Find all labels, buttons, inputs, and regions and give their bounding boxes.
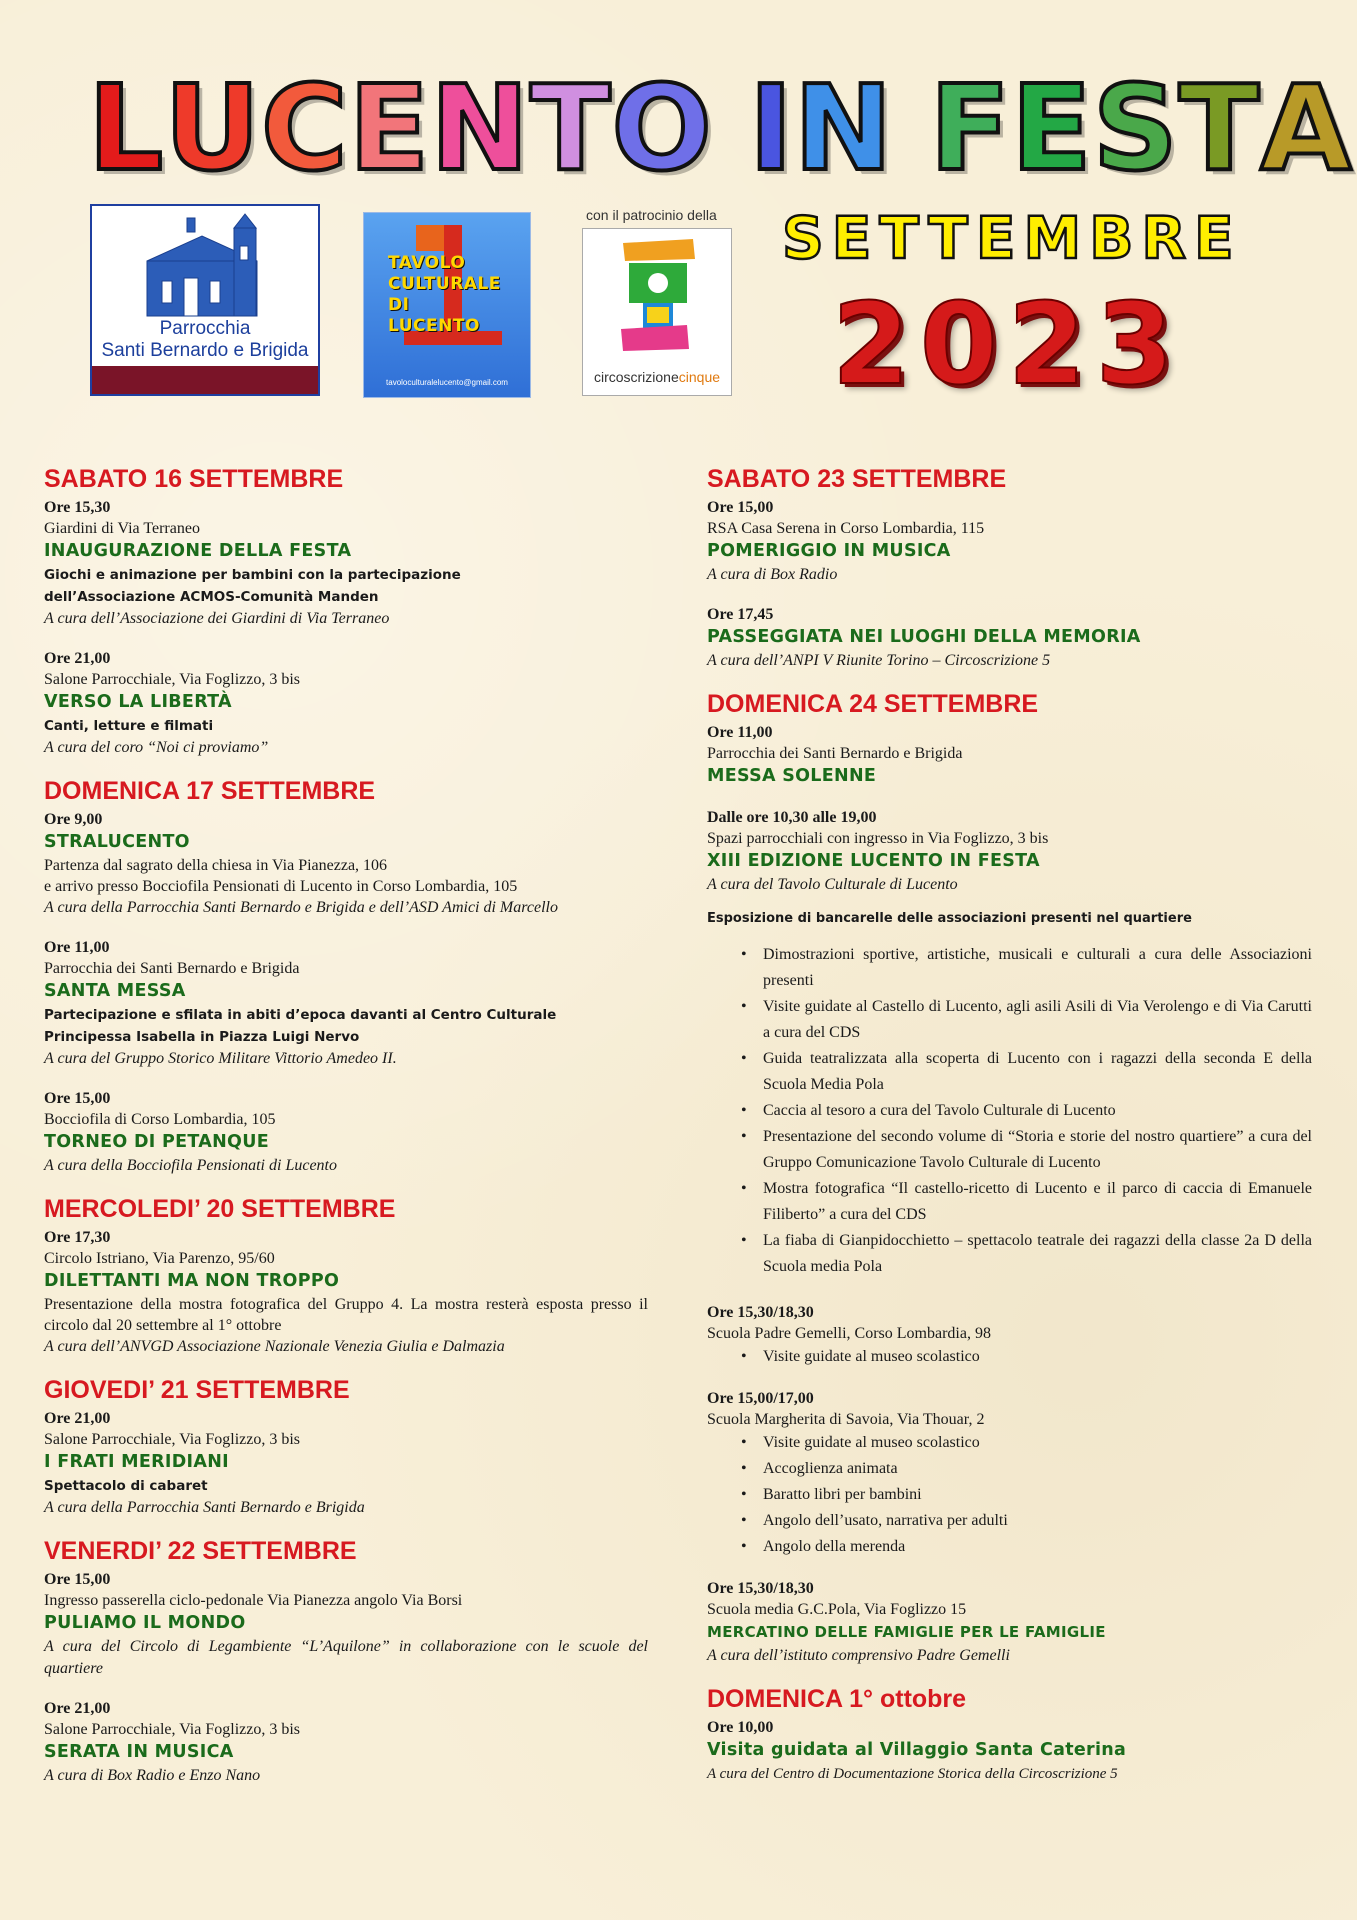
event-organizer: A cura del Circolo di Legambiente “L’Aquilone” in collaborazione con le scuole del quartiere [44, 1638, 648, 1677]
event-title: DILETTANTI MA NON TROPPO [44, 1271, 340, 1291]
event [707, 1302, 1312, 1370]
day-heading: VENERDI’ 22 SETTEMBRE [44, 1537, 357, 1565]
title-letter: A [1260, 59, 1353, 197]
event [44, 1408, 648, 1519]
circoscrizione-icon [583, 229, 733, 369]
event-description: Presentazione della mostra fotografica del Gruppo 4. La mostra resterà esposta presso il circolo dal 20 settembre al 1° ottobre [44, 1296, 648, 1334]
event-time: Dalle ore 10,30 alle 19,00 [707, 809, 877, 826]
list-item: • Mostra fotografica “Il castello-ricetto di Lucento e il parco di caccia di Emanuele Filiberto” a cura del CDS [763, 1176, 1312, 1228]
list-item: • Baratto libri per bambini [763, 1482, 1312, 1508]
event-title: I FRATI MERIDIANI [44, 1452, 229, 1472]
event-title: MESSA SOLENNE [707, 766, 877, 786]
event [707, 807, 1312, 896]
list-item: • Accoglienza animata [763, 1456, 1312, 1482]
title-letter: O [611, 59, 713, 197]
tavolo-culturale-logo [363, 212, 531, 398]
title-letter: E [348, 59, 431, 197]
tavolo-logo-email: tavoloculturalelucento@gmail.com [386, 378, 508, 387]
event-place: e arrivo presso Bocciofila Pensionati di Lucento in Corso Lombardia, 105 [44, 878, 518, 895]
tavolo-logo-text: TAVOLO CULTURALE DI LUCENTO [388, 253, 501, 336]
title-letter [713, 68, 749, 188]
event-organizer: A cura dell’istituto comprensivo Padre Gemelli [707, 1647, 1010, 1664]
event-place: Giardini di Via Terraneo [44, 520, 200, 537]
title-letter: S [1092, 59, 1179, 197]
event-organizer: A cura della Parrocchia Santi Bernardo e Brigida [44, 1499, 365, 1516]
expo-heading: Esposizione di bancarelle delle associazioni presenti nel quartiere [707, 911, 1192, 926]
event-organizer: A cura del Tavolo Culturale di Lucento [707, 876, 958, 893]
event [707, 722, 1312, 789]
event-place: Scuola Margherita di Savoia, Via Thouar, 2 [707, 1411, 985, 1428]
title-letter: T [530, 59, 612, 197]
event-organizer: A cura del Centro di Documentazione Storica della Circoscrizione 5 [707, 1766, 1118, 1782]
day-heading: DOMENICA 24 SETTEMBRE [707, 690, 1039, 718]
day-heading: DOMENICA 1° ottobre [707, 1685, 967, 1713]
event-time: Ore 15,00/17,00 [707, 1390, 814, 1407]
list-item: • Presentazione del secondo volume di “Storia e storie del nostro quartiere” a cura del Gruppo Comunicazione Tavolo Culturale di Lucento [763, 1124, 1312, 1176]
list-item: • Visite guidate al museo scolastico [763, 1344, 1312, 1370]
logo-band [92, 366, 318, 394]
event [707, 604, 1312, 672]
event-organizer: A cura della Parrocchia Santi Bernardo e Brigida e dell’ASD Amici di Marcello [44, 899, 558, 916]
event-organizer: A cura dell’ANPI V Riunite Torino – Circoscrizione 5 [707, 652, 1051, 669]
event-time: Ore 21,00 [44, 1700, 111, 1717]
list-item: • Visite guidate al museo scolastico [763, 1430, 1312, 1456]
year-heading: 2023 [832, 280, 1184, 410]
event-place: Scuola Padre Gemelli, Corso Lombardia, 98 [707, 1325, 991, 1342]
event-place: RSA Casa Serena in Corso Lombardia, 115 [707, 520, 985, 537]
event-place: Partenza dal sagrato della chiesa in Via Pianezza, 106 [44, 857, 388, 874]
event-title: TORNEO DI PETANQUE [44, 1132, 269, 1152]
festival-title [88, 59, 1353, 197]
day-heading: SABATO 16 SETTEMBRE [44, 465, 344, 493]
title-letter: T [1178, 59, 1261, 197]
title-letter: N [793, 59, 894, 197]
event-place: Bocciofila di Corso Lombardia, 105 [44, 1111, 276, 1128]
title-letter: U [164, 59, 262, 197]
left-column [44, 465, 648, 1805]
event-place: Salone Parrocchiale, Via Foglizzo, 3 bis [44, 1431, 301, 1448]
event-title: PASSEGGIATA NEI LUOGHI DELLA MEMORIA [707, 627, 1141, 647]
title-letter: E [1011, 59, 1093, 197]
day-heading: DOMENICA 17 SETTEMBRE [44, 777, 376, 805]
activity-list [707, 942, 1312, 1280]
list-item: • Dimostrazioni sportive, artistiche, musicali e culturali a cura delle Associazioni presenti [763, 942, 1312, 994]
list-item: • Visite guidate al Castello di Lucento, agli asili Asili di Via Verolengo e di Via Carutti a cura del CDS [763, 994, 1312, 1046]
event-description: Canti, letture e filmati [44, 718, 214, 734]
event-place: Ingresso passerella ciclo-pedonale Via Pianezza angolo Via Borsi [44, 1592, 463, 1609]
circoscrizione-logo-text: circoscrizionecinque [593, 369, 721, 385]
circoscrizione-logo [582, 228, 732, 396]
title-letter: L [88, 59, 165, 197]
day-heading: MERCOLEDI’ 20 SETTEMBRE [44, 1195, 396, 1223]
event [44, 809, 648, 919]
month-heading: SETTEMBRE [782, 204, 1242, 272]
event-time: Ore 15,30/18,30 [707, 1580, 814, 1597]
list-item: • La fiaba di Gianpidocchietto – spettacolo teatrale dei ragazzi della classe 2a D della Scuola media Pola [763, 1228, 1312, 1280]
event [44, 648, 648, 759]
event-title: PULIAMO IL MONDO [44, 1613, 246, 1633]
event [707, 497, 1312, 586]
event [44, 1088, 648, 1177]
day-heading: GIOVEDI’ 21 SETTEMBRE [44, 1376, 350, 1404]
event-organizer: A cura della Bocciofila Pensionati di Lucento [44, 1157, 337, 1174]
event-description: Principessa Isabella in Piazza Luigi Nervo [44, 1029, 360, 1045]
event-organizer: A cura dell’ANVGD Associazione Nazionale Venezia Giulia e Dalmazia [44, 1338, 505, 1355]
list-item: • Angolo della merenda [763, 1534, 1312, 1560]
event-organizer: A cura di Box Radio e Enzo Nano [44, 1767, 261, 1784]
right-column [707, 465, 1312, 1803]
event [44, 1698, 648, 1787]
event-description: Giochi e animazione per bambini con la partecipazione [44, 567, 461, 583]
list-item: • Guida teatralizzata alla scoperta di Lucento con i ragazzi della seconda E della Scuola Media Pola [763, 1046, 1312, 1098]
event [707, 1717, 1312, 1785]
event-time: Ore 10,00 [707, 1719, 774, 1736]
event-organizer: A cura di Box Radio [707, 566, 838, 583]
event-title: POMERIGGIO IN MUSICA [707, 541, 951, 561]
event [44, 1569, 648, 1680]
event-place: Circolo Istriano, Via Parenzo, 95/60 [44, 1250, 275, 1267]
event-organizer: A cura del Gruppo Storico Militare Vittorio Amedeo II. [44, 1050, 397, 1067]
event-time: Ore 15,00 [707, 499, 774, 516]
activity-list [707, 1344, 1312, 1370]
list-item: • Angolo dell’usato, narrativa per adulti [763, 1508, 1312, 1534]
event-description: Spettacolo di cabaret [44, 1478, 208, 1494]
event [44, 497, 648, 630]
event-time: Ore 11,00 [44, 939, 110, 956]
event [707, 1388, 1312, 1560]
event-description: Partecipazione e sfilata in abiti d’epoca davanti al Centro Culturale [44, 1007, 557, 1023]
event-place: Salone Parrocchiale, Via Foglizzo, 3 bis [44, 671, 301, 688]
event [44, 937, 648, 1070]
day-heading: SABATO 23 SETTEMBRE [707, 465, 1007, 493]
event-organizer: A cura dell’Associazione dei Giardini di Via Terraneo [44, 610, 390, 627]
event-place: Parrocchia dei Santi Bernardo e Brigida [707, 745, 963, 762]
event-time: Ore 15,00 [44, 1571, 111, 1588]
event [44, 1227, 648, 1358]
title-letter: N [430, 59, 531, 197]
event-organizer: A cura del coro “Noi ci proviamo” [44, 739, 269, 756]
title-letter: F [929, 59, 1012, 197]
event-time: Ore 11,00 [707, 724, 773, 741]
title-letter: I [748, 59, 794, 197]
event-title: Visita guidata al Villaggio Santa Caterina [707, 1740, 1127, 1760]
event-description: dell’Associazione ACMOS-Comunità Manden [44, 589, 379, 605]
event-time: Ore 21,00 [44, 650, 111, 667]
event-title: MERCATINO DELLE FAMIGLIE PER LE FAMIGLIE [707, 1623, 1106, 1641]
event-time: Ore 21,00 [44, 1410, 111, 1427]
activity-list [707, 1430, 1312, 1560]
parrocchia-logo-text: Parrocchia Santi Bernardo e Brigida [101, 318, 309, 361]
list-item: • Caccia al tesoro a cura del Tavolo Culturale di Lucento [763, 1098, 1312, 1124]
patrocinio-label: con il patrocinio della [586, 207, 717, 223]
church-icon [92, 206, 320, 318]
event-title: STRALUCENTO [44, 832, 190, 852]
event-time: Ore 17,45 [707, 606, 774, 623]
event-title: INAUGURAZIONE DELLA FESTA [44, 541, 352, 561]
event-place: Scuola media G.C.Pola, Via Foglizzo 15 [707, 1601, 967, 1618]
event [707, 1578, 1312, 1667]
event-title: XIII EDIZIONE LUCENTO IN FESTA [707, 851, 1040, 871]
event-time: Ore 15,30 [44, 499, 111, 516]
event-place: Parrocchia dei Santi Bernardo e Brigida [44, 960, 300, 977]
event-time: Ore 15,30/18,30 [707, 1304, 814, 1321]
event-time: Ore 9,00 [44, 811, 103, 828]
title-letter [894, 68, 930, 188]
event-time: Ore 17,30 [44, 1229, 111, 1246]
event-title: SANTA MESSA [44, 981, 186, 1001]
event-place: Salone Parrocchiale, Via Foglizzo, 3 bis [44, 1721, 301, 1738]
parrocchia-logo [90, 204, 320, 396]
event-place: Spazi parrocchiali con ingresso in Via Foglizzo, 3 bis [707, 830, 1049, 847]
event-title: VERSO LA LIBERTÀ [44, 692, 232, 712]
event-title: SERATA IN MUSICA [44, 1742, 234, 1762]
event-time: Ore 15,00 [44, 1090, 111, 1107]
title-letter: C [261, 59, 349, 197]
